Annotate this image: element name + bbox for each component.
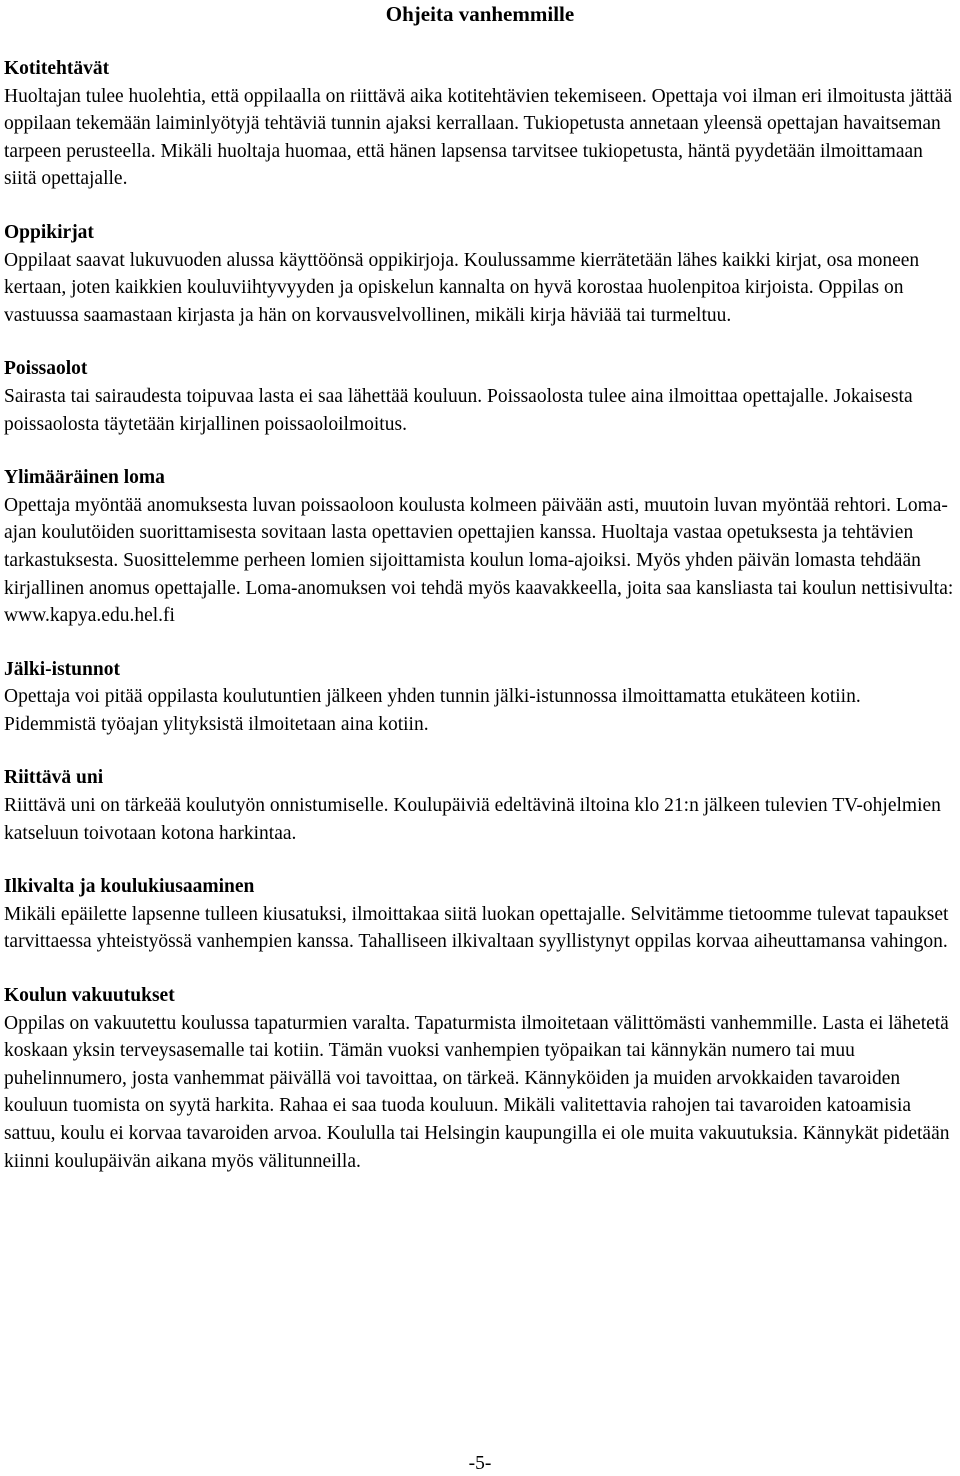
section-heading: Riittävä uni	[4, 767, 104, 789]
section-body: Opettaja voi pitää oppilasta koulutuntien jälkeen yhden tunnin jälki-istunnossa ilmoittamatta etukäteen kotiin. Pidemmistä työajan ylityksistä ilmoitetaan aina kotiin.	[4, 686, 861, 735]
section-body: Oppilas on vakuutettu koulussa tapaturmien varalta. Tapaturmista ilmoitetaan välittömästi vanhemmille. Lasta ei lähetetä koskaan yksin terveysasemalle tai kotiin. Tämän vuoksi vanhempien työpaikan tai kännykän numero tai muu puhelinnumero, josta vanhemmat päivällä voi tavoittaa, on tärkeä. Kännyköiden ja muiden arvokkaiden tavaroiden kouluun tuomista on syytä harkita. Rahaa ei saa tuoda kouluun. Mikäli valitettavia rahojen tai tavaroiden katoamisia sattuu, koulu ei korvaa tavaroiden arvoa. Koululla tai Helsingin kaupungilla ei ole muita vakuutuksia. Kännykät pidetään kiinni koulupäivän aikana myös välitunneilla.	[4, 1012, 950, 1172]
section-body: Oppilaat saavat lukuvuoden alussa käyttöönsä oppikirjoja. Koulussamme kierrätetään lähes kaikki kirjat, osa moneen kertaan, joten kaikkien kouluviihtyvyyden ja opiskelun kannalta on hyvä korostaa huolenpitoa kirjoista. Oppilas on vastuussa saamastaan kirjasta ja hän on korvausvelvollinen, mikäli kirja häviää tai turmeltuu.	[4, 249, 920, 326]
section-body: Sairasta tai sairaudesta toipuvaa lasta ei saa lähettää kouluun. Poissaolosta tulee aina ilmoittaa opettajalle. Jokaisesta poissaolosta täytetään kirjallinen poissaoloilmoitus.	[4, 385, 913, 435]
page-number: -5-	[468, 1453, 492, 1474]
section-riittava-uni	[4, 764, 956, 847]
section-heading: Koulun vakuutukset	[4, 985, 175, 1007]
section-heading: Oppikirjat	[4, 221, 94, 243]
section-jalki-istunnot	[4, 656, 956, 739]
section-heading: Poissaolot	[4, 358, 88, 380]
section-heading: Ylimääräinen loma	[4, 467, 165, 489]
section-ilkivalta	[4, 873, 956, 956]
section-heading: Jälki-istunnot	[4, 658, 120, 680]
section-poissaolot	[4, 355, 956, 438]
section-ylimaarainen-loma	[4, 464, 956, 630]
section-kotitehtavat	[4, 55, 956, 193]
document-title: Ohjeita vanhemmille	[385, 2, 575, 26]
section-heading: Kotitehtävät	[4, 58, 110, 79]
section-body: Opettaja myöntää anomuksesta luvan poissaoloon koulusta kolmeen päivään asti, muutoin luvan myöntää rehtori. Loma-ajan koulutöiden suorittamisesta sovitaan lasta opettavien opettajien kanssa. Huoltaja vastaa opetuksesta ja tehtävien tarkastuksesta. Suosittelemme perheen lomien sijoittamista koulun loma-ajoiksi. Myös yhden päivän lomasta tehdään kirjallinen anomus opettajalle. Loma-anomuksen voi tehdä myös kaavakkeella, joita saa kansliasta tai koulun nettisivulta: www.kapya.edu.hel.fi	[4, 494, 954, 627]
document-page	[4, 0, 956, 1175]
section-body: Mikäli epäilette lapsenne tulleen kiusatuksi, ilmoittakaa siitä luokan opettajalle. Selvitämme tietoomme tulevat tapaukset tarvittaessa yhteistyössä vanhempien kanssa. Tahalliseen ilkivaltaan syyllistynyt oppilas korvaa aiheuttamansa vahingon.	[4, 903, 949, 953]
section-koulun-vakuutukset	[4, 982, 956, 1175]
section-body: Huoltajan tulee huolehtia, että oppilaalla on riittävä aika kotitehtävien tekemiseen. Opettaja voi ilman eri ilmoitusta jättää oppilaan tekemään laiminlyötyjä tehtäviä tunnin ajaksi kerrallaan. Tukiopetusta annetaan yleensä opettajan havaitseman tarpeen perusteella. Mikäli huoltaja huomaa, että hänen lapsensa tarvitsee tukiopetusta, häntä pyydetään ilmoittamaan siitä opettajalle.	[4, 85, 953, 190]
section-oppikirjat	[4, 219, 956, 329]
section-body: Riittävä uni on tärkeää koulutyön onnistumiselle. Koulupäiviä edeltävinä iltoina klo 21:n jälkeen tulevien TV-ohjelmien katseluun toivotaan kotona harkintaa.	[4, 795, 941, 844]
section-heading: Ilkivalta ja koulukiusaaminen	[4, 876, 255, 898]
